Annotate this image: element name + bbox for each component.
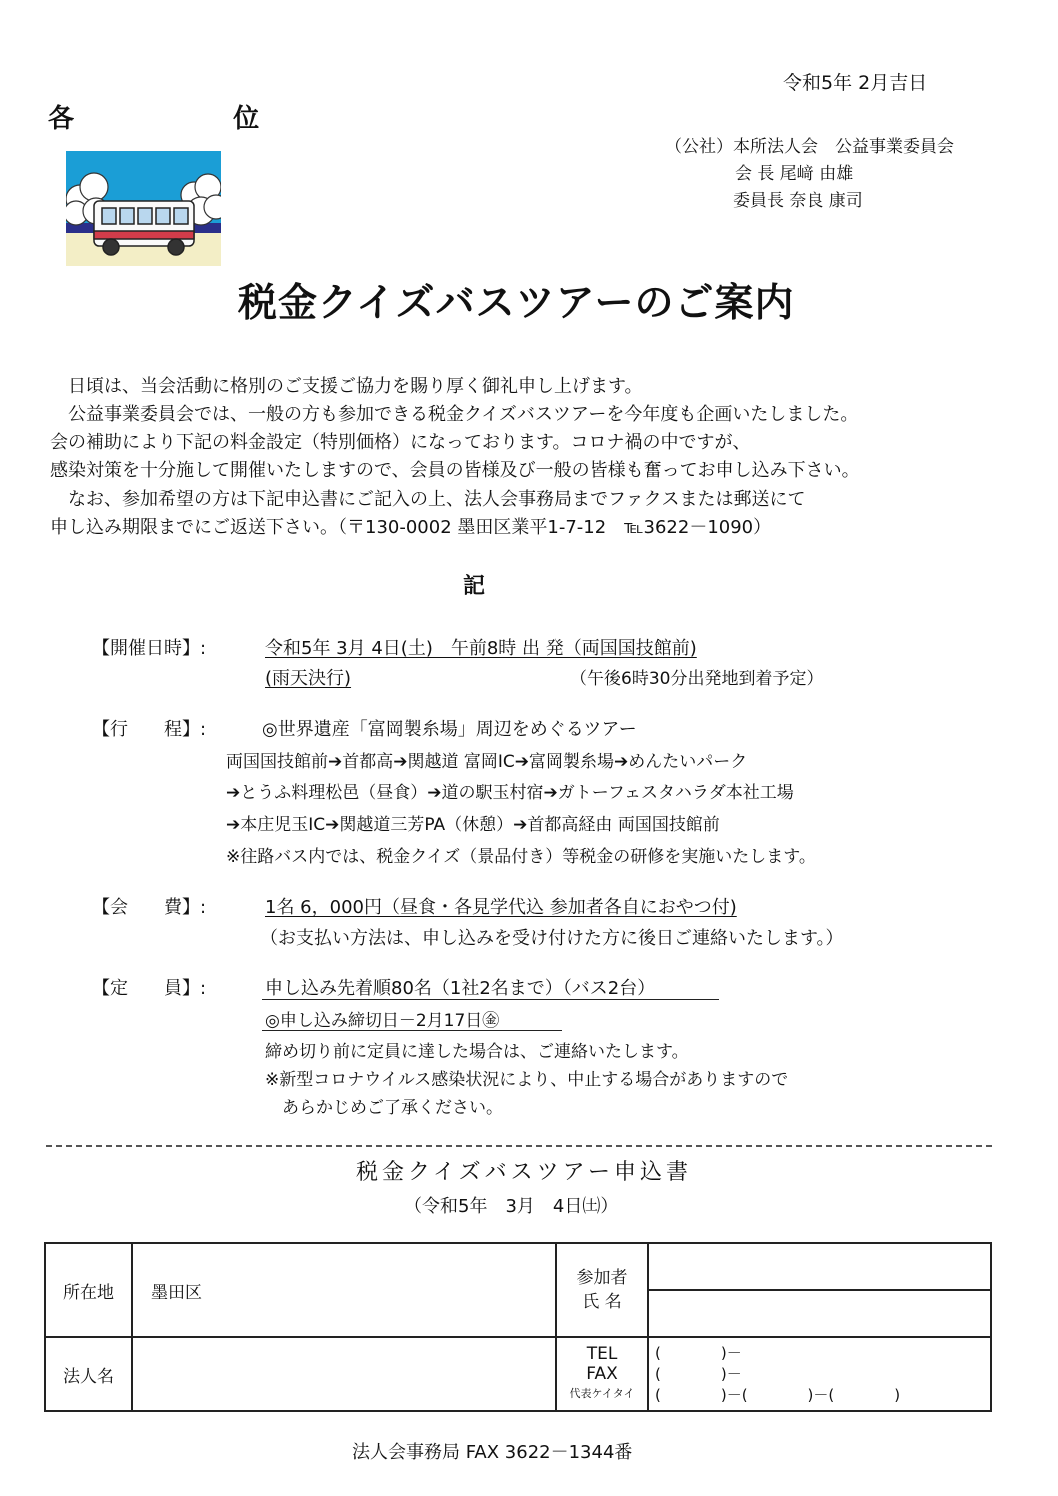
tel-label: TEL <box>586 1344 618 1364</box>
itinerary-line-2: 両国国技館前➔首都高➔関越道 富岡IC➔富岡製糸場➔めんたいパーク <box>226 752 748 772</box>
participant-name-2[interactable] <box>649 1291 990 1336</box>
form-title: 税金クイズバスツアー申込書 <box>356 1160 693 1185</box>
bus-illustration <box>66 151 221 266</box>
fax-label: FAX <box>586 1364 618 1384</box>
itinerary-line-5: ※往路バス内では、税金クイズ（景品付き）等税金の研修を実施いたします。 <box>226 847 816 867</box>
org-line-3: 委員長 奈良 康司 <box>733 191 863 211</box>
body-line-1: 日頃は、当会活動に格別のご支援ご協力を賜り厚く御礼申し上げます。 <box>68 376 643 397</box>
capacity-label: 【定 員】: <box>92 978 207 999</box>
arrival-note: （午後6時30分出発地到着予定） <box>570 669 824 689</box>
datetime-value: 令和5年 3月 4日(土) 午前8時 出 発（両国国技館前) <box>265 638 697 659</box>
datetime-label: 【開催日時】: <box>92 638 207 659</box>
document-title: 税金クイズバスツアーのご案内 <box>238 281 795 326</box>
body-line-2: 公益事業委員会では、一般の方も参加できる税金クイズバスツアーを今年度も企画いたしました。 <box>68 404 859 425</box>
itinerary-line-1: ◎世界遺産「富岡製糸場」周辺をめぐるツアー <box>262 719 637 740</box>
cut-line <box>46 1145 992 1147</box>
contact-label-cell <box>556 1337 648 1411</box>
rain-note: (雨天決行) <box>265 668 352 689</box>
itinerary-label: 【行 程】: <box>92 719 207 740</box>
itinerary-line-4: ➔本庄児玉IC➔関越道三芳PA（休憩）➔首都高経由 両国国技館前 <box>226 815 720 835</box>
recipient-char-2: 位 <box>233 104 260 134</box>
tel-field[interactable]: ( )－ <box>655 1343 742 1362</box>
capacity-line-2: 締め切り前に定員に達した場合は、ご連絡いたします。 <box>265 1042 689 1062</box>
footer-fax: 法人会事務局 FAX 3622－1344番 <box>352 1442 633 1463</box>
form-date: （令和5年 3月 4日㈯） <box>404 1196 619 1217</box>
mobile-label: 代表ケイタイ <box>569 1387 635 1400</box>
fax-field[interactable]: ( )－ <box>655 1364 742 1383</box>
fee-value: 1名 6，000円（昼食・各見学代込 参加者各自におやつ付) <box>265 897 737 918</box>
body-line-4: 感染対策を十分施して開催いたしますので、会員の皆様及び一般の皆様も奮ってお申し込み下さい。 <box>50 460 860 481</box>
deadline-underline <box>262 1030 562 1031</box>
application-form <box>44 1242 992 1412</box>
capacity-line-4: あらかじめご了承ください。 <box>282 1098 503 1118</box>
participant-label: 参加者 氏 名 <box>576 1268 628 1312</box>
document-date: 令和5年 2月吉日 <box>783 72 928 94</box>
mobile-field[interactable]: ( )－( )－( ) <box>655 1385 901 1404</box>
body-line-3: 会の補助により下記の料金設定（特別価格）になっております。コロナ禍の中ですが、 <box>50 432 751 453</box>
capacity-value: 申し込み先着順80名（1社2名まで）（バス2台） <box>265 978 656 999</box>
participant-label-cell <box>556 1243 648 1337</box>
participant-name-1[interactable] <box>649 1244 990 1291</box>
location-value: 墨田区 <box>151 1282 202 1303</box>
recipient-heading <box>48 98 259 135</box>
contact-fields[interactable] <box>648 1337 991 1411</box>
corp-label: 法人名 <box>63 1366 114 1387</box>
recipient-char-1: 各 <box>48 104 75 134</box>
body-line-5: なお、参加希望の方は下記申込書にご記入の上、法人会事務局までファクスまたは郵送にて <box>68 489 806 510</box>
location-field[interactable] <box>132 1243 556 1337</box>
itinerary-line-3: ➔とうふ料理松邑（昼食）➔道の駅玉村宿➔ガトーフェスタハラダ本社工場 <box>226 783 794 803</box>
capacity-line-1: ◎申し込み締切日－2月17日㊎ <box>265 1011 500 1031</box>
ki-heading: 記 <box>463 574 486 599</box>
body-line-6: 申し込み期限までにご返送下さい。（〒130-0002 墨田区業平1-7-12 ℡3622－1090） <box>50 517 772 538</box>
capacity-underline <box>262 999 719 1000</box>
fee-note: （お支払い方法は、申し込みを受け付けた方に後日ご連絡いたします。） <box>260 928 844 949</box>
corp-name-field[interactable] <box>132 1337 556 1411</box>
org-line-2: 会 長 尾﨑 由雄 <box>735 164 854 184</box>
participant-field[interactable] <box>648 1243 991 1337</box>
corp-label-cell <box>45 1337 132 1411</box>
location-label-cell <box>45 1243 132 1337</box>
capacity-line-3: ※新型コロナウイルス感染状況により、中止する場合がありますので <box>265 1070 789 1090</box>
org-line-1: （公社）本所法人会 公益事業委員会 <box>665 137 954 157</box>
location-label: 所在地 <box>63 1282 114 1303</box>
fee-label: 【会 費】: <box>92 897 207 918</box>
